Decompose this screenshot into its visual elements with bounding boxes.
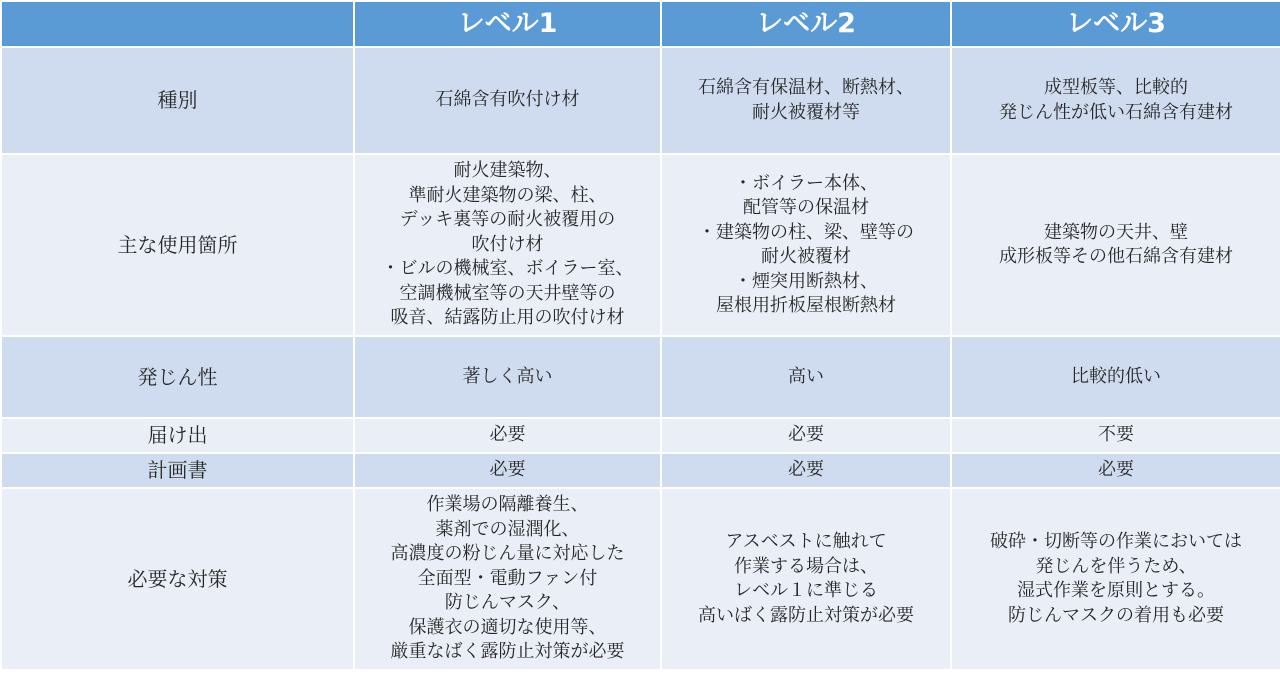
cell-type-level-2: 石綿含有保温材、断熱材、 耐火被覆材等 xyxy=(661,47,951,154)
cell-usage-level-3: 建築物の天井、壁 成形板等その他石綿含有建材 xyxy=(951,154,1280,336)
row-label-plan-document: 計画書 xyxy=(1,453,354,488)
cell-plan-level-2: 必要 xyxy=(661,453,951,488)
header-level-1: レベル1 xyxy=(354,1,661,47)
header-level-3: レベル3 xyxy=(951,1,1280,47)
cell-type-level-3: 成型板等、比較的 発じん性が低い石綿含有建材 xyxy=(951,47,1280,154)
row-label-type: 種別 xyxy=(1,47,354,154)
cell-dust-level-2: 高い xyxy=(661,336,951,418)
cell-plan-level-1: 必要 xyxy=(354,453,661,488)
header-row xyxy=(1,1,1280,47)
table-row-required-measures xyxy=(1,488,1280,670)
cell-measures-level-3: 破砕・切断等の作業においては 発じんを伴うため、 湿式作業を原則とする。 防じんマスクの着用も必要 xyxy=(951,488,1280,670)
cell-type-level-1: 石綿含有吹付け材 xyxy=(354,47,661,154)
row-label-usage-locations: 主な使用箇所 xyxy=(1,154,354,336)
cell-notification-level-2: 必要 xyxy=(661,418,951,453)
table-row-dust-generation xyxy=(1,336,1280,418)
table-row-notification xyxy=(1,418,1280,453)
cell-usage-level-1: 耐火建築物、 準耐火建築物の梁、柱、 デッキ裏等の耐火被覆用の 吹付け材 ・ビルの機械室、ボイラー室、 空調機械室等の天井壁等の 吸音、結露防止用の吹付け材 xyxy=(354,154,661,336)
cell-measures-level-1: 作業場の隔離養生、 薬剤での湿潤化、 高濃度の粉じん量に対応した 全面型・電動ファン付 防じんマスク、 保護衣の適切な使用等、 厳重なばく露防止対策が必要 xyxy=(354,488,661,670)
row-label-required-measures: 必要な対策 xyxy=(1,488,354,670)
cell-notification-level-3: 不要 xyxy=(951,418,1280,453)
cell-usage-level-2: ・ボイラー本体、 配管等の保温材 ・建築物の柱、梁、壁等の 耐火被覆材 ・煙突用断熱材、 屋根用折板屋根断熱材 xyxy=(661,154,951,336)
table-row-plan-document xyxy=(1,453,1280,488)
row-label-dust-generation: 発じん性 xyxy=(1,336,354,418)
cell-dust-level-3: 比較的低い xyxy=(951,336,1280,418)
cell-plan-level-3: 必要 xyxy=(951,453,1280,488)
table-row-usage-locations xyxy=(1,154,1280,336)
row-label-notification: 届け出 xyxy=(1,418,354,453)
header-corner-cell xyxy=(1,1,354,47)
cell-measures-level-2: アスベストに触れて 作業する場合は、 レベル１に準じる 高いばく露防止対策が必要 xyxy=(661,488,951,670)
cell-dust-level-1: 著しく高い xyxy=(354,336,661,418)
header-level-2: レベル2 xyxy=(661,1,951,47)
cell-notification-level-1: 必要 xyxy=(354,418,661,453)
table-row-type xyxy=(1,47,1280,154)
